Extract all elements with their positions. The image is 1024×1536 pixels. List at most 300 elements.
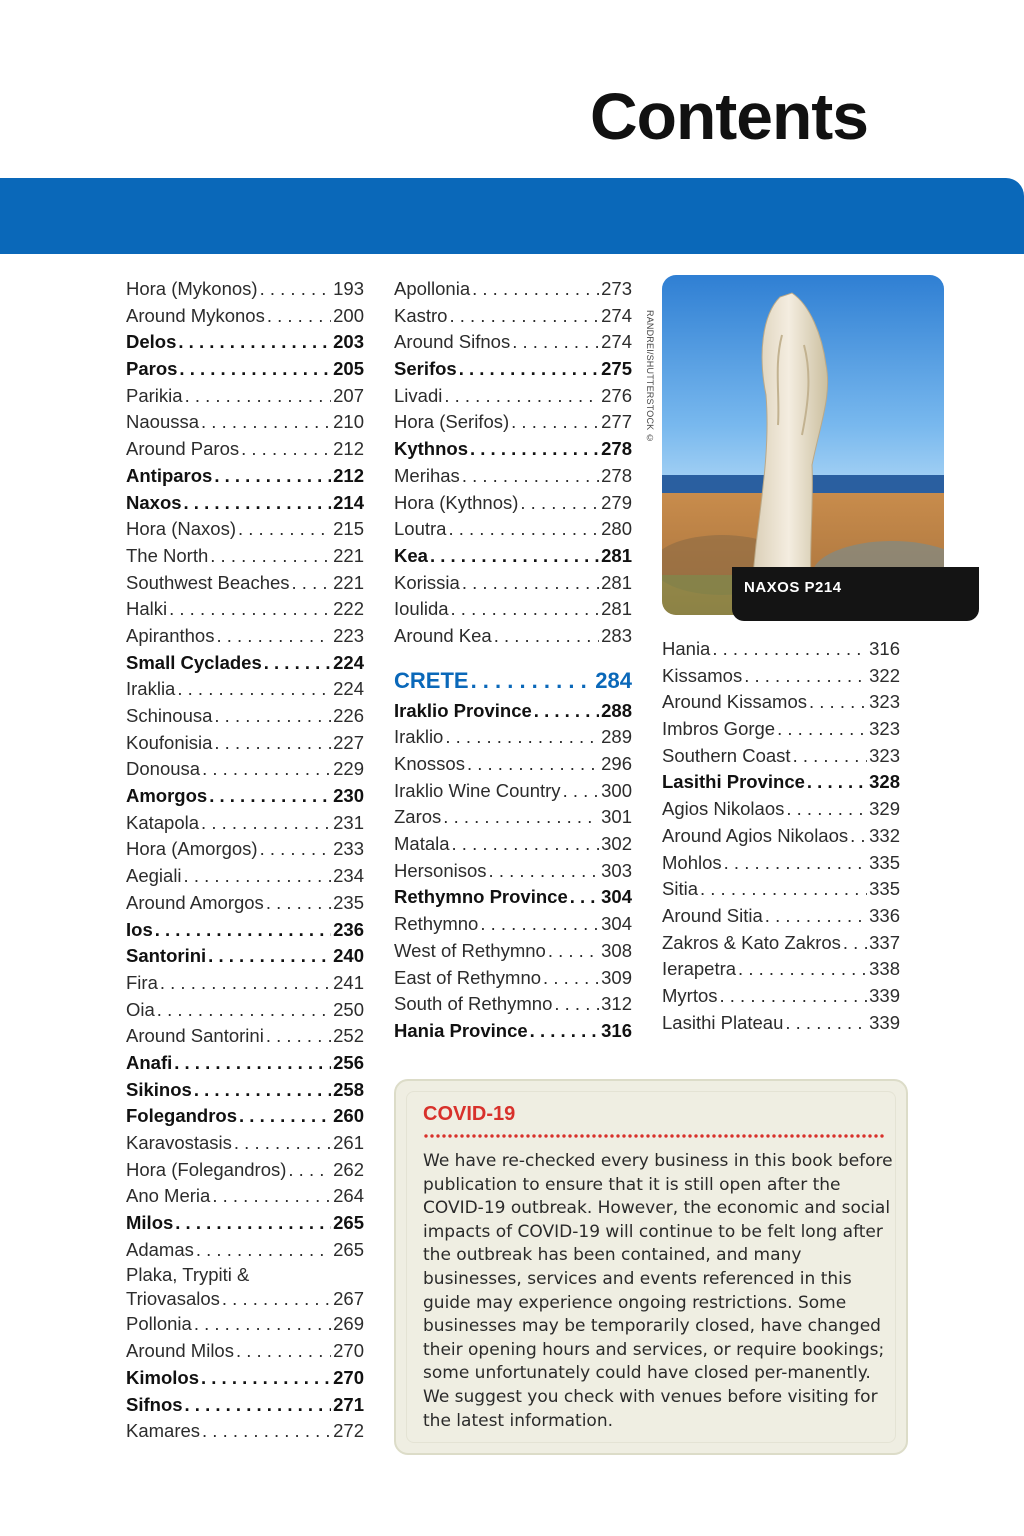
toc-entry[interactable] [126, 436, 364, 463]
toc-entry-label: Kimolos [126, 1366, 199, 1388]
toc-entry-label: Around Amorgos [126, 891, 264, 913]
toc-entry[interactable] [394, 751, 632, 778]
toc-entry[interactable] [394, 329, 632, 356]
toc-entry-page: 241 [333, 971, 364, 993]
toc-entry[interactable] [126, 1237, 364, 1264]
photo-caption-tag[interactable]: NAXOS P214 [732, 567, 979, 621]
toc-entry-label: Katapola [126, 811, 200, 833]
toc-entry[interactable] [662, 956, 900, 983]
toc-entry-page: 205 [333, 358, 364, 380]
toc-entry-label: Halki [126, 598, 168, 620]
toc-entry-label: The North [126, 544, 209, 566]
toc-entry[interactable] [662, 876, 900, 903]
toc-entry-label: East of Rethymno [394, 966, 542, 988]
toc-entry[interactable] [662, 983, 900, 1010]
toc-entry[interactable] [126, 650, 364, 677]
toc-entry-page: 273 [601, 278, 632, 299]
toc-entry[interactable] [126, 810, 364, 837]
toc-entry[interactable] [394, 698, 632, 725]
toc-entry[interactable] [126, 516, 364, 543]
leader-dots [175, 1210, 331, 1237]
leader-dots [157, 997, 331, 1024]
toc-entry-page: 261 [333, 1132, 364, 1153]
toc-entry-label: Zaros [394, 806, 442, 828]
toc-entry-page: 281 [601, 571, 632, 593]
toc-entry-page: 236 [333, 918, 364, 940]
toc-entry[interactable] [662, 796, 900, 823]
leader-dots [786, 796, 867, 823]
toc-entry-page: 270 [333, 1340, 364, 1362]
toc-entry-label: Merihas [394, 464, 460, 486]
toc-entry-label: Matala [394, 833, 450, 855]
toc-entry-page: 200 [333, 304, 364, 326]
toc-entry[interactable] [394, 623, 632, 650]
toc-entry-page: 271 [333, 1393, 364, 1415]
leader-dots [196, 1237, 331, 1264]
toc-entry[interactable] [126, 1392, 364, 1419]
leader-dots [169, 596, 331, 623]
toc-entry-page: 265 [333, 1238, 364, 1260]
toc-entry[interactable] [394, 1018, 632, 1045]
leader-dots [462, 570, 599, 597]
toc-entry[interactable] [394, 965, 632, 992]
toc-entry[interactable] [394, 436, 632, 463]
leader-dots [185, 1392, 332, 1419]
leader-dots [214, 703, 331, 730]
header-band [0, 178, 1024, 254]
toc-entry-label: Anafi [126, 1051, 173, 1073]
toc-entry-label: Around Sitia [662, 904, 763, 926]
toc-entry-page: 203 [333, 331, 364, 353]
leader-dots [720, 983, 868, 1010]
toc-entry-page: 269 [333, 1313, 364, 1335]
toc-entry-page: 277 [601, 411, 632, 433]
leader-dots [480, 911, 599, 938]
toc-entry-label: Kea [394, 544, 428, 566]
toc-entry[interactable] [662, 769, 900, 796]
toc-entry[interactable] [662, 1010, 900, 1037]
toc-entry-page: 332 [869, 824, 900, 846]
leader-dots [179, 356, 331, 383]
toc-entry[interactable] [126, 836, 364, 863]
leader-dots [448, 516, 599, 543]
toc-entry-page: 221 [333, 544, 364, 566]
leader-dots [530, 1018, 599, 1045]
toc-entry-label: Iraklio Wine Country [394, 779, 561, 801]
toc-entry-page: 288 [601, 699, 632, 721]
toc-entry[interactable] [126, 1311, 364, 1338]
toc-entry-label: Koufonisia [126, 731, 213, 753]
leader-dots [563, 778, 600, 805]
toc-entry-page: 227 [333, 731, 364, 753]
toc-entry-page: 339 [869, 1011, 900, 1033]
toc-entry-label: Iraklia [126, 678, 176, 700]
toc-entry-page: 339 [869, 984, 900, 1006]
toc-entry-page: 275 [601, 358, 632, 380]
toc-entry[interactable] [126, 383, 364, 410]
leader-dots [214, 463, 331, 490]
toc-entry-page: 274 [601, 304, 632, 326]
toc-entry[interactable] [126, 356, 364, 383]
toc-entry-page: 337 [869, 931, 900, 953]
toc-entry-label: Lasithi Plateau [662, 1011, 784, 1033]
toc-entry-page: 221 [333, 571, 364, 593]
toc-entry-page: 252 [333, 1025, 364, 1047]
leader-dots [184, 863, 332, 890]
toc-entry-page: 284 [595, 667, 632, 693]
toc-entry[interactable] [394, 303, 632, 330]
toc-entry-label: Lasithi Province [662, 771, 805, 793]
toc-entry-page: 302 [601, 833, 632, 855]
toc-entry-label: Knossos [394, 753, 465, 774]
toc-entry-label: Apollonia [394, 278, 471, 299]
leader-dots [260, 276, 332, 303]
toc-entry-page: 296 [601, 753, 632, 774]
toc-entry-page: 234 [333, 865, 364, 887]
leader-dots [777, 716, 867, 743]
toc-entry[interactable] [126, 1263, 364, 1311]
toc-entry-page: 240 [333, 945, 364, 967]
leader-dots [444, 383, 599, 410]
toc-entry[interactable] [394, 831, 632, 858]
dotted-rule [423, 1134, 885, 1138]
toc-entry-label: Around Santorini [126, 1025, 264, 1047]
toc-entry-page: 258 [333, 1078, 364, 1100]
leader-dots [445, 724, 599, 751]
toc-entry-label: Around Kea [394, 624, 492, 646]
toc-entry-label: Paros [126, 358, 178, 380]
photo-credit: RANDREI/SHUTTERSTOCK © [645, 310, 655, 444]
toc-entry-label: Donousa [126, 758, 201, 780]
leader-dots [201, 409, 331, 436]
toc-entry[interactable] [394, 490, 632, 517]
toc-entry[interactable] [662, 903, 900, 930]
leader-dots [266, 890, 331, 917]
toc-entry[interactable] [126, 1130, 364, 1157]
leader-dots [765, 903, 867, 930]
toc-entry-label: Small Cyclades [126, 651, 262, 673]
leader-dots [570, 884, 599, 911]
leader-dots [236, 1338, 331, 1365]
toc-entry-label: Naoussa [126, 411, 200, 433]
toc-entry-label: Apiranthos [126, 624, 215, 646]
toc-entry-page: 312 [601, 993, 632, 1015]
toc-entry-label: Hora (Mykonos) [126, 278, 258, 299]
toc-entry-label: Around Kissamos [662, 691, 807, 713]
toc-entry[interactable] [126, 623, 364, 650]
leader-dots [239, 1103, 331, 1130]
leader-dots [288, 1157, 331, 1184]
toc-entry[interactable] [126, 1103, 364, 1130]
toc-entry-page: 323 [869, 691, 900, 713]
toc-entry-page: 222 [333, 598, 364, 620]
toc-entry-label: Karavostasis [126, 1132, 232, 1153]
leader-dots [264, 650, 331, 677]
toc-entry[interactable] [394, 911, 632, 938]
leader-dots [548, 938, 599, 965]
toc-entry-page: 300 [601, 779, 632, 801]
page-title: Contents [590, 79, 868, 153]
leader-dots [210, 543, 331, 570]
leader-dots [554, 991, 599, 1018]
leader-dots [744, 663, 867, 690]
toc-entry[interactable] [394, 596, 632, 623]
toc-entry-label: Hora (Naxos) [126, 518, 236, 540]
toc-column-1 [126, 276, 364, 1445]
leader-dots [208, 943, 331, 970]
toc-entry-label: Around Sifnos [394, 331, 511, 353]
leader-dots [724, 850, 867, 877]
toc-entry-page: 281 [601, 598, 632, 620]
toc-entry-page: 229 [333, 758, 364, 780]
leader-dots [471, 664, 594, 698]
toc-entry-page: 210 [333, 411, 364, 433]
toc-entry[interactable] [394, 516, 632, 543]
leader-dots [216, 623, 331, 650]
toc-entry-page: 304 [601, 913, 632, 935]
toc-entry-label: Hora (Amorgos) [126, 838, 258, 860]
toc-entry-label: Sitia [662, 878, 698, 900]
toc-entry[interactable] [126, 756, 364, 783]
toc-entry-page: 270 [333, 1366, 364, 1388]
toc-entry[interactable] [126, 1365, 364, 1392]
leader-dots [470, 436, 599, 463]
toc-entry-label: Parikia [126, 384, 183, 406]
leader-dots [260, 836, 332, 863]
toc-entry[interactable] [126, 1338, 364, 1365]
toc-entry[interactable] [126, 783, 364, 810]
toc-entry[interactable] [394, 884, 632, 911]
leader-dots [201, 810, 331, 837]
leader-dots [209, 783, 331, 810]
leader-dots [222, 1287, 331, 1311]
toc-entry[interactable] [126, 676, 364, 703]
toc-entry[interactable] [662, 636, 900, 663]
leader-dots [267, 303, 331, 330]
toc-entry-label: Ios [126, 918, 153, 940]
toc-entry-page: 308 [601, 939, 632, 961]
toc-entry-label: Zakros & Kato Zakros [662, 931, 841, 953]
toc-entry[interactable] [126, 570, 364, 597]
toc-entry-page: 278 [601, 438, 632, 460]
toc-entry[interactable] [126, 463, 364, 490]
toc-entry[interactable] [126, 1157, 364, 1184]
toc-entry-page: 279 [601, 491, 632, 513]
toc-entry-label: Hora (Kythnos) [394, 491, 519, 513]
toc-entry-page: 289 [601, 726, 632, 748]
toc-entry-label: Pollonia [126, 1313, 192, 1335]
toc-entry[interactable] [126, 490, 364, 517]
leader-dots [449, 303, 599, 330]
toc-entry[interactable] [126, 1077, 364, 1104]
toc-entry-page: 262 [333, 1158, 364, 1180]
toc-entry[interactable] [126, 1050, 364, 1077]
toc-entry[interactable] [126, 917, 364, 944]
toc-entry[interactable] [662, 689, 900, 716]
toc-entry[interactable] [126, 997, 364, 1024]
toc-entry-label: Sifnos [126, 1393, 183, 1415]
toc-entry-page: 226 [333, 705, 364, 726]
toc-entry-page: 323 [869, 744, 900, 766]
toc-entry-page: 264 [333, 1185, 364, 1207]
toc-entry-label: Iraklio Province [394, 699, 532, 721]
toc-entry[interactable] [394, 543, 632, 570]
toc-entry-page: 301 [601, 806, 632, 828]
leader-dots [489, 858, 600, 885]
leader-dots [793, 743, 868, 770]
toc-entry-label: Agios Nikolaos [662, 798, 785, 820]
toc-entry[interactable] [394, 356, 632, 383]
toc-entry[interactable] [126, 543, 364, 570]
toc-entry-page: 207 [333, 384, 364, 406]
toc-entry-label: Mohlos [662, 851, 722, 873]
toc-entry[interactable] [126, 276, 364, 303]
toc-entry[interactable] [126, 703, 364, 730]
toc-entry-label: Sikinos [126, 1078, 192, 1100]
leader-dots [807, 769, 867, 796]
toc-entry[interactable] [126, 409, 364, 436]
toc-entry-label: Ioulida [394, 598, 449, 620]
toc-entry-label: Kastro [394, 304, 448, 326]
toc-entry-label: Hersonisos [394, 859, 487, 881]
toc-entry[interactable] [126, 890, 364, 917]
toc-entry-page: 193 [333, 278, 364, 299]
toc-entry-label: Livadi [394, 384, 443, 406]
toc-entry-label: Rethymno [394, 913, 479, 935]
toc-entry-page: 233 [333, 838, 364, 860]
covid-heading: COVID-19 [423, 1103, 516, 1125]
toc-entry[interactable] [394, 276, 632, 303]
toc-entry[interactable] [126, 730, 364, 757]
toc-entry-label-cont: Triovasalos [126, 1288, 220, 1310]
toc-entry-label: Amorgos [126, 785, 208, 807]
leader-dots [292, 570, 332, 597]
leader-dots [177, 676, 331, 703]
toc-entry-page: 256 [333, 1051, 364, 1073]
leader-dots [184, 490, 332, 517]
toc-entry-label: Kamares [126, 1420, 201, 1442]
toc-entry-page: 323 [869, 718, 900, 740]
leader-dots [174, 1050, 331, 1077]
toc-entry-label: Naxos [126, 491, 182, 513]
leader-dots [785, 1010, 867, 1037]
leader-dots [178, 329, 331, 356]
toc-entry-page: 329 [869, 798, 900, 820]
leader-dots [511, 409, 599, 436]
toc-entry[interactable] [394, 383, 632, 410]
toc-entry-label: CRETE [394, 667, 469, 693]
toc-entry-page: 235 [333, 891, 364, 913]
toc-entry[interactable] [394, 463, 632, 490]
toc-entry[interactable] [662, 850, 900, 877]
toc-entry-page: 224 [333, 651, 364, 673]
toc-entry-label: Hania Province [394, 1019, 528, 1041]
toc-entry-page: 260 [333, 1105, 364, 1127]
toc-entry[interactable] [126, 1023, 364, 1050]
toc-entry[interactable] [394, 858, 632, 885]
toc-entry-page: 303 [601, 859, 632, 881]
toc-entry[interactable] [126, 863, 364, 890]
toc-entry-label: Loutra [394, 518, 447, 540]
toc-entry[interactable] [662, 930, 900, 957]
toc-entry-label: Hora (Folegandros) [126, 1158, 287, 1180]
toc-entry-page: 224 [333, 678, 364, 700]
toc-entry[interactable] [126, 596, 364, 623]
toc-entry[interactable] [394, 409, 632, 436]
toc-entry[interactable] [126, 970, 364, 997]
toc-entry-label: Oia [126, 998, 155, 1020]
covid-notice-box [394, 1079, 908, 1455]
leader-dots [472, 276, 599, 303]
toc-entry[interactable] [662, 743, 900, 770]
toc-entry-label: Around Paros [126, 438, 240, 460]
toc-entry-label: Hora (Serifos) [394, 411, 510, 433]
toc-entry-page: 335 [869, 851, 900, 873]
leader-dots [155, 917, 331, 944]
toc-entry-page: 250 [333, 998, 364, 1020]
leader-dots [185, 383, 332, 410]
toc-entry-label: Southwest Beaches [126, 571, 290, 593]
toc-entry-label: Adamas [126, 1238, 194, 1260]
toc-entry-page: 276 [601, 384, 632, 406]
toc-entry[interactable] [662, 823, 900, 850]
leader-dots [494, 623, 599, 650]
toc-entry-page: 272 [333, 1420, 364, 1442]
leader-dots [202, 756, 331, 783]
toc-entry[interactable] [126, 1210, 364, 1237]
toc-entry-page: 212 [333, 464, 364, 486]
toc-entry-label: Ano Meria [126, 1185, 211, 1207]
statue-image [662, 275, 944, 615]
toc-entry[interactable] [126, 1418, 364, 1445]
toc-entry-label: Myrtos [662, 984, 718, 1006]
leader-dots [194, 1077, 331, 1104]
toc-entry-label: Rethymno Province [394, 886, 568, 908]
toc-entry[interactable] [394, 991, 632, 1018]
toc-entry-label: Milos [126, 1212, 174, 1234]
toc-entry-page: 338 [869, 958, 900, 980]
toc-entry-page: 230 [333, 785, 364, 807]
toc-entry-page: 223 [333, 624, 364, 646]
leader-dots [443, 804, 599, 831]
toc-entry-page: 278 [601, 464, 632, 486]
leader-dots [459, 356, 599, 383]
leader-dots [850, 823, 867, 850]
toc-entry-label: Imbros Gorge [662, 718, 776, 740]
toc-entry[interactable] [394, 804, 632, 831]
toc-entry[interactable] [662, 663, 900, 690]
toc-entry[interactable] [662, 716, 900, 743]
toc-entry[interactable] [126, 943, 364, 970]
toc-entry-page: 212 [333, 438, 364, 460]
toc-column-2 [394, 276, 632, 1045]
toc-entry-label: Schinousa [126, 705, 213, 726]
toc-entry[interactable] [394, 778, 632, 805]
toc-entry[interactable] [126, 329, 364, 356]
toc-entry[interactable] [394, 724, 632, 751]
toc-column-3 [662, 636, 900, 1036]
toc-entry[interactable] [394, 938, 632, 965]
toc-section-crete[interactable] [394, 664, 632, 698]
toc-entry-label: Around Mykonos [126, 304, 265, 326]
leader-dots [212, 1183, 331, 1210]
toc-entry-label: Korissia [394, 571, 460, 593]
leader-dots [202, 1418, 331, 1445]
toc-entry[interactable] [126, 303, 364, 330]
toc-entry[interactable] [126, 1183, 364, 1210]
toc-entry[interactable] [394, 570, 632, 597]
toc-entry-page: 283 [601, 624, 632, 646]
